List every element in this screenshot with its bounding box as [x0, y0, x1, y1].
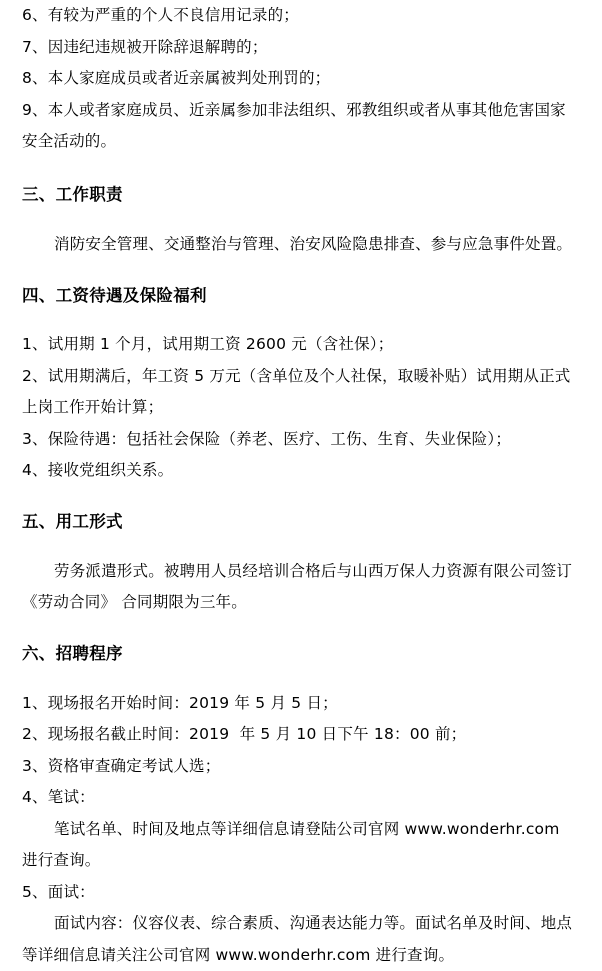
list-item: 1、现场报名开始时间：2019 年 5 月 5 日；: [22, 693, 338, 712]
spacer: [22, 158, 580, 162]
list-item: 4、接收党组织关系。: [22, 461, 174, 479]
list-item: 3、保险待遇：包括社会保险（养老、医疗、工伤、生育、失业保险）；: [22, 429, 512, 448]
list-item: 6、有较为严重的个人不良信用记录的；: [22, 6, 299, 24]
list-item: 3、资格审查确定考试人选；: [22, 756, 221, 775]
spacer: [22, 487, 580, 489]
job-duties-paragraph: 消防安全管理、交通整治与管理、治安风险隐患排查、参与应急事件处置。: [54, 234, 573, 253]
section-heading-four: 四、工资待遇及保险福利: [22, 285, 207, 305]
section-heading-six: 六、招聘程序: [22, 644, 123, 663]
list-item: 4、笔试：: [22, 788, 95, 806]
list-item: 8、本人家庭成员或者近亲属被判处刑罚的；: [22, 69, 331, 87]
section-heading-three: 三、工作职责: [22, 185, 123, 204]
spacer: [22, 619, 580, 621]
employment-form-paragraph: 劳务派遣形式。被聘用人员经培训合格后与山西万保人力资源有限公司签订《劳动合同》 合同期限为三年。: [22, 561, 573, 611]
section-heading-five: 五、用工形式: [22, 512, 123, 531]
list-item: 2、现场报名截止时间：2019 年 5 月 10 日下午 18：00 前；: [22, 725, 467, 743]
list-item: 7、因违纪违规被开除辞退解聘的；: [22, 37, 268, 56]
list-item: 2、试用期满后，年工资 5 万元（含单位及个人社保，取暖补贴）试用期从正式上岗工作开始计算；: [22, 366, 571, 416]
list-item: 5、面试：: [22, 882, 95, 901]
interview-detail: 面试内容：仪容仪表、综合素质、沟通表达能力等。面试名单及时间、地点等详细信息请关注公司官网 www.wonderhr.com 进行查询。: [22, 914, 573, 964]
spacer: [22, 260, 580, 262]
written-exam-detail: 笔试名单、时间及地点等详细信息请登陆公司官网 www.wonderhr.com 进行查询。: [22, 819, 565, 869]
list-item: 1、试用期 1 个月，试用期工资 2600 元（含社保）；: [22, 335, 394, 353]
list-item: 9、本人或者家庭成员、近亲属参加非法组织、邪教组织或者从事其他危害国家安全活动的。: [22, 100, 566, 150]
